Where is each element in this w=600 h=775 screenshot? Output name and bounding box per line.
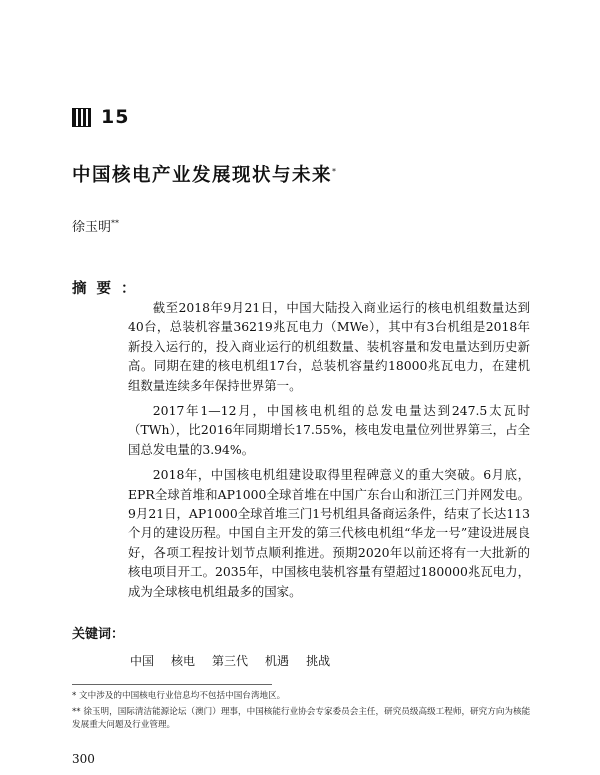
footnote-divider (72, 684, 272, 685)
keyword: 核电 (171, 654, 196, 668)
author-footnote-marker: ** (111, 218, 120, 228)
footnotes (72, 690, 536, 735)
author-name: 徐玉明 (72, 220, 112, 235)
page-number: 300 (72, 752, 95, 766)
keyword: 中国 (130, 654, 155, 668)
abstract-label: 摘要： (72, 281, 146, 297)
keyword: 机遇 (265, 654, 290, 668)
chapter-icon (72, 108, 91, 127)
abstract-paragraph: 2018年，中国核电机组建设取得里程碑意义的重大突破。6月底，EPR全球首堆和AP1000全球首堆在中国广东台山和浙江三门并网发电。9月21日，AP1000全球首堆三门1号机组具备商运条件，结束了长达113个月的建设历程。中国自主开发的第三代核电机组“华龙一号”建设进展良好，各项工程按计划节点顺利推进。预期2020年以前还将有一大批新的核电项目开工。2035年，中国核电装机容量有望超过180000兆瓦电力，成为全球核电机组最多的国家。 (128, 467, 530, 599)
chapter-number: 15 (101, 106, 130, 128)
author-line (72, 216, 119, 235)
keyword: 第三代 (212, 654, 249, 668)
keywords-label: 关键词： (72, 627, 125, 642)
footnote: ** 徐玉明，国际清洁能源论坛（澳门）理事，中国核能行业协会专家委员会主任，研究员级高级工程师，研究方向为核能发展重大问题及行业管理。 (72, 707, 531, 730)
abstract-paragraph: 截至2018年9月21日，中国大陆投入商业运行的核电机组数量达到40台，总装机容量36219兆瓦电力（MWe），其中有3台机组是2018年新投入运行的，投入商业运行的机组数量、装机容量和发电量达到历史新高。同期在建的核电机组17台，总装机容量约18000兆瓦电力，在建机组数量连续多年保持世界第一。 (128, 300, 530, 393)
title-footnote-marker: * (332, 166, 338, 176)
page-title (72, 161, 338, 187)
keywords-list (130, 652, 330, 669)
abstract-body (128, 298, 530, 607)
chapter-heading (72, 106, 129, 128)
abstract-paragraph: 2017年1—12月，中国核电机组的总发电量达到247.5太瓦时（TWh），比2016年同期增长17.55%，核电发电量位列世界第三，占全国总发电量的3.94%。 (128, 403, 530, 457)
keyword: 挑战 (306, 654, 331, 668)
title-text: 中国核电产业发展现状与未来 (72, 165, 333, 186)
footnote: * 文中涉及的中国核电行业信息均不包括中国台湾地区。 (72, 691, 286, 701)
